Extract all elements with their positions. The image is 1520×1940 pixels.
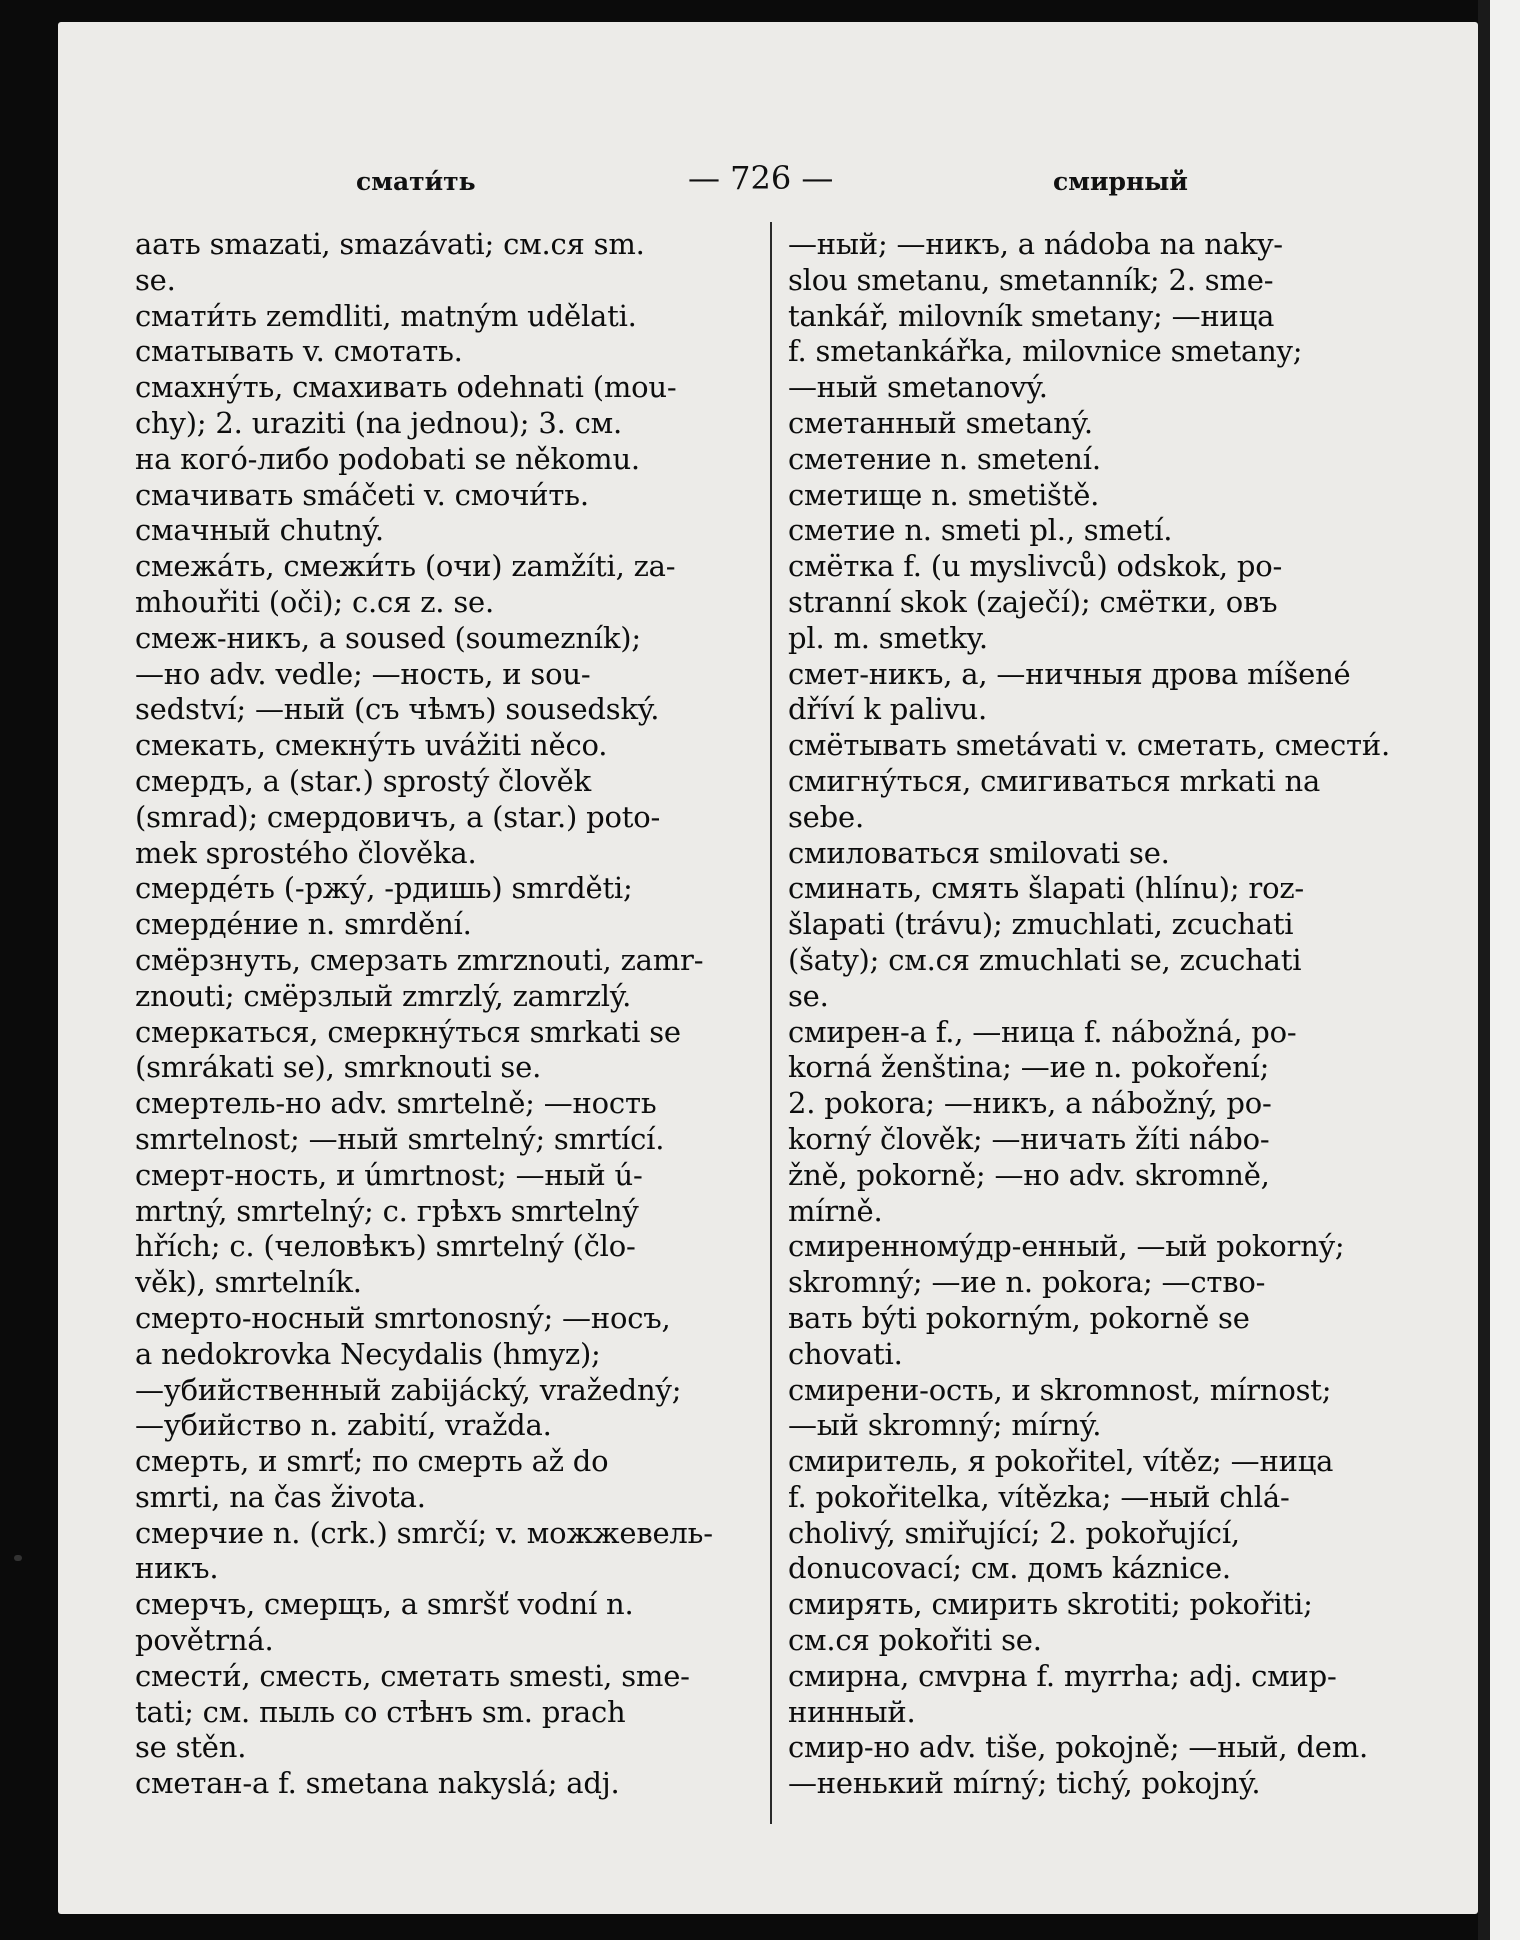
entry-line: —ненький mírný; tichý, pokojný. (788, 1766, 1261, 1801)
entry-line: sedství; —ный (съ чѣмъ) sousedský. (135, 692, 660, 727)
entry-line: se stěn. (135, 1730, 247, 1765)
entry-line: korná ženština; —ие n. pokoření; (788, 1050, 1270, 1085)
entry-line: сминать, смять šlapati (hlínu); roz- (788, 871, 1305, 906)
entry-line: никъ. (135, 1551, 219, 1586)
entry-line: mek sprostého člověka. (135, 835, 477, 870)
entry-line: skromný; —ие n. pokora; —ство- (788, 1265, 1266, 1300)
entry-line: dříví k palivu. (788, 692, 988, 727)
entry-line: sebe. (788, 799, 864, 834)
right-running-headword: смирный (1053, 167, 1188, 196)
entry-line: (smrad); смердовичъ, а (star.) poto- (135, 799, 661, 834)
left-running-headword: смати́ть (356, 167, 476, 196)
entry-line: tankář, milovník smetany; —ница (788, 298, 1275, 333)
entry-line: mhouřiti (oči); с.ся z. se. (135, 584, 494, 619)
entry-line: šlapati (trávu); zmuchlati, zcuchati (788, 907, 1294, 942)
entry-line: смекать, смекну́ть uvážiti něco. (135, 728, 608, 763)
entry-line: —ный; —никъ, а nádoba na naky- (788, 227, 1283, 261)
entry-line: сматывать v. смотать. (135, 334, 463, 369)
entry-line: —убийство n. zabití, vražda. (135, 1408, 552, 1443)
entry-line: смёрзнуть, смерзать zmrznouti, zamr- (135, 942, 704, 977)
entry-line: smrti, na čas života. (135, 1479, 426, 1514)
entry-line: на кого́-либо podobati se někomu. (135, 441, 640, 476)
entry-line: смести́, сместь, сметать smesti, sme- (135, 1658, 690, 1693)
entry-line: смерт-ность, и úmrtnost; —ный ú- (135, 1157, 643, 1192)
column-divider (770, 222, 772, 1824)
entry-line: (smrákati se), smrknouti se. (135, 1050, 542, 1085)
entry-line: chy); 2. uraziti (na jednou); 3. см. (135, 405, 623, 440)
entry-line: donucovací; см. домъ káznice. (788, 1551, 1231, 1586)
entry-line: смахну́ть, смахивать odehnati (mou- (135, 370, 677, 405)
entry-line: cholivý, smiřující; 2. pokořující, (788, 1515, 1240, 1550)
entry-line: смати́ть zemdliti, matným udělati. (135, 298, 637, 333)
entry-line: вать býti pokorným, pokorně se (788, 1300, 1250, 1335)
entry-line: сметище n. smetiště. (788, 477, 1100, 512)
entry-line: смерчие n. (crk.) smrčí; v. можжевель- (135, 1515, 713, 1550)
entry-line: stranní skok (zaječí); смётки, овъ (788, 584, 1278, 619)
entry-line: korný člověk; —ничать žíti nábo- (788, 1121, 1270, 1156)
right-column (788, 227, 1443, 1802)
entry-line: —но adv. vedle; —ность, и sou- (135, 656, 591, 691)
margin-speck (14, 1555, 22, 1561)
dictionary-page (58, 22, 1478, 1914)
entry-line: а nedokrovka Necydalis (hmyz); (135, 1336, 601, 1371)
entry-line: смигну́ться, смигиваться mrkati na (788, 763, 1321, 798)
entry-line: se. (135, 262, 176, 297)
entry-line: смеркаться, смеркну́ться smrkati se (135, 1014, 681, 1049)
entry-line: —ый skromný; mírný. (788, 1408, 1102, 1443)
entry-line: смир-но adv. tiše, pokojně; —ный, dem. (788, 1730, 1369, 1765)
entry-line: смерть, и smrť; по смерть až do (135, 1444, 609, 1479)
entry-line: смиловаться smilovati se. (788, 835, 1170, 870)
entry-line: 2. pokora; —никъ, а nábožný, po- (788, 1086, 1272, 1121)
entry-line: smrtelnost; —ный smrtelný; smrtící. (135, 1121, 665, 1156)
entry-line: (šaty); см.ся zmuchlati se, zcuchati (788, 942, 1302, 977)
entry-line: žně, pokorně; —но adv. skromně, (788, 1157, 1270, 1192)
entry-line: смётывать smetávati v. сметать, смести́. (788, 728, 1390, 763)
entry-line: slou smetanu, smetanník; 2. sme- (788, 262, 1274, 297)
adjacent-page-strip (1490, 0, 1520, 1940)
entry-line: смерде́ть (-ржу́, -рдишь) smrděti; (135, 871, 633, 906)
left-column (135, 227, 727, 1802)
entry-line: mrtný, smrtelný; с. грѣхъ smrtelný (135, 1193, 639, 1228)
entry-line: смерто-носный smrtonosný; —носъ, (135, 1300, 671, 1335)
entry-line: смиритель, я pokořitel, vítěz; —ница (788, 1444, 1334, 1479)
entry-line: смертель-но adv. smrtelně; —ность (135, 1086, 657, 1121)
entry-line: znouti; смёрзлый zmrzlý, zamrzlý. (135, 978, 632, 1013)
entry-line: смиренному́др-енный, —ый pokorný; (788, 1229, 1345, 1264)
entry-line: věk), smrtelník. (135, 1265, 362, 1300)
entry-line: смерде́ние n. smrdění. (135, 907, 472, 942)
entry-line: сметение n. smetení. (788, 441, 1101, 476)
entry-line: смежа́ть, смежи́ть (очи) zamžíti, za- (135, 549, 676, 584)
entry-line: смирять, смирить skrotiti; pokořiti; (788, 1587, 1313, 1622)
entry-line: povětrná. (135, 1623, 274, 1658)
entry-line: сметие n. smeti pl., smetí. (788, 513, 1173, 548)
page-header (58, 147, 1478, 197)
entry-line: смет-никъ, а, —ничныя дрова míšené (788, 656, 1351, 691)
entry-line: f. pokořitelka, vítězka; —ный chlá- (788, 1479, 1290, 1514)
page-number: — 726 — (688, 159, 834, 197)
entry-line: se. (788, 978, 829, 1013)
entry-line: смердъ, а (star.) sprostý člověk (135, 763, 591, 798)
entry-line: pl. m. smetky. (788, 620, 988, 655)
entry-line: сметан-а f. smetana nakyslá; adj. (135, 1766, 620, 1801)
entry-line: смирени-ость, и skromnost, mírnost; (788, 1372, 1332, 1407)
entry-line: см.ся pokořiti se. (788, 1623, 1042, 1658)
entry-line: нинный. (788, 1694, 916, 1729)
entry-line: сметанный smetaný. (788, 405, 1093, 440)
entry-line: смерчъ, смерщъ, а smršť vodní n. (135, 1587, 634, 1622)
entry-line: f. smetankářka, milovnice smetany; (788, 334, 1303, 369)
entry-line: смачный chutný. (135, 513, 384, 548)
entry-line: смачивать smáčeti v. смочи́ть. (135, 477, 589, 512)
entry-line: —ный smetanový. (788, 370, 1048, 405)
entry-line: аать smazati, smazávati; см.ся sm. (135, 227, 645, 261)
entry-line: смирен-а f., —ница f. nábožná, po- (788, 1014, 1297, 1049)
entry-line: —убийственный zabijácký, vražedný; (135, 1372, 682, 1407)
scan-edge-shadow (1478, 0, 1490, 1940)
entry-line: смирна, смvрна f. myrrha; adj. смир- (788, 1658, 1337, 1693)
entry-line: mírně. (788, 1193, 883, 1228)
entry-line: chovati. (788, 1336, 903, 1371)
entry-line: tati; см. пыль со стѣнъ sm. prach (135, 1694, 626, 1729)
entry-line: hřích; с. (человѣкъ) smrtelný (člo- (135, 1229, 636, 1264)
entry-line: смётка f. (u myslivců) odskok, po- (788, 549, 1283, 584)
entry-line: смеж-никъ, а soused (soumezník); (135, 620, 641, 655)
